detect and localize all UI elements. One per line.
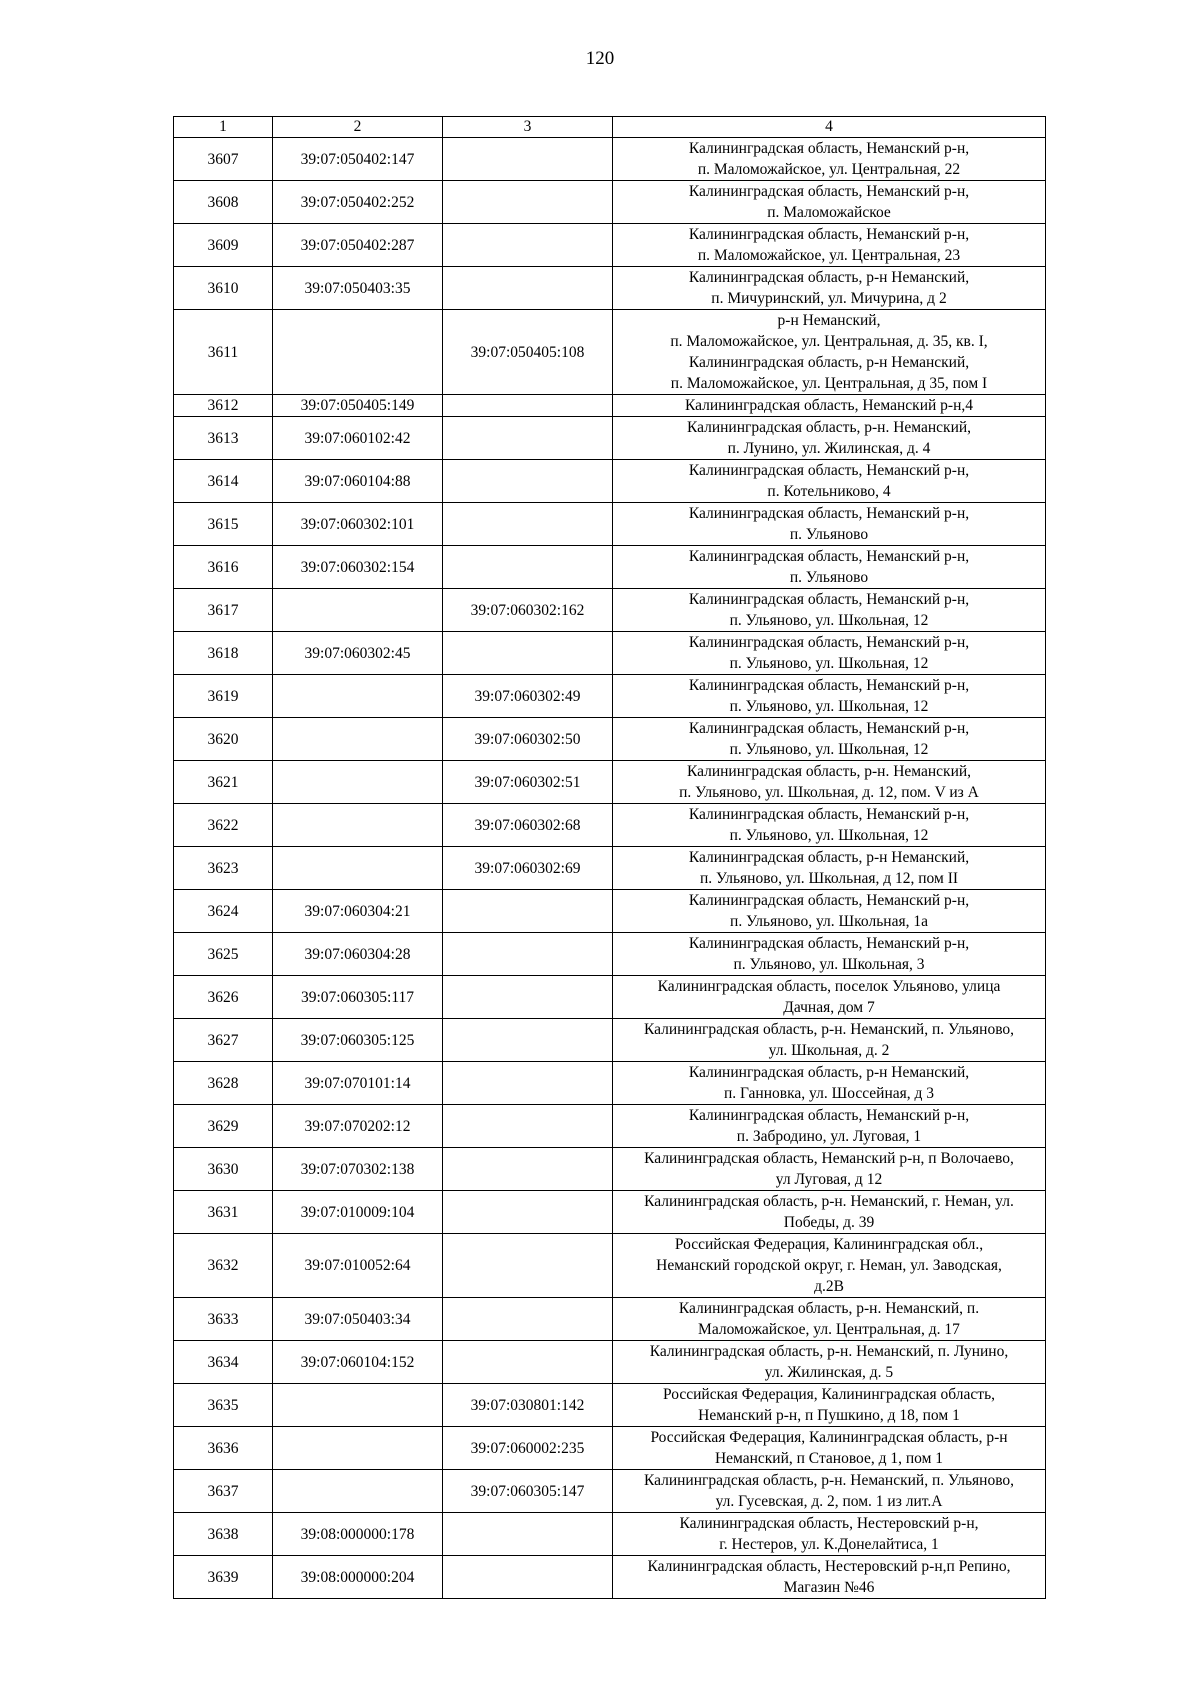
address-cell: Калининградская область, р-н. Неманский, п. Лунино, ул. Жилинская, д. 4: [613, 417, 1046, 460]
cadastral-number-cell: 39:07:050403:35: [273, 267, 443, 310]
building-number-cell: 39:07:060302:51: [443, 761, 613, 804]
column-header-2: 2: [273, 117, 443, 138]
address-cell: Калининградская область, Неманский р-н, п. Ульяново, ул. Школьная, 12: [613, 589, 1046, 632]
table-row: [174, 1019, 1046, 1062]
table-row: [174, 417, 1046, 460]
column-header-1: 1: [174, 117, 273, 138]
address-cell: Калининградская область, Неманский р-н, п. Маломожайское, ул. Центральная, 23: [613, 224, 1046, 267]
building-number-cell: [443, 267, 613, 310]
address-cell: р-н Неманский, п. Маломожайское, ул. Центральная, д. 35, кв. I, Калининградская область, р-н Неманский, п. Маломожайское, ул. Центральная, д 35, пом I: [613, 310, 1046, 395]
table-row: [174, 546, 1046, 589]
building-number-cell: [443, 1234, 613, 1298]
table-row: [174, 847, 1046, 890]
row-number-cell: 3617: [174, 589, 273, 632]
address-cell: Калининградская область, Неманский р-н, п. Ульяново, ул. Школьная, 12: [613, 675, 1046, 718]
address-cell: Калининградская область, Неманский р-н, п. Ульяново, ул. Школьная, 3: [613, 933, 1046, 976]
cadastral-number-cell: 39:07:060305:125: [273, 1019, 443, 1062]
cadastral-number-cell: 39:08:000000:178: [273, 1513, 443, 1556]
row-number-cell: 3635: [174, 1384, 273, 1427]
address-cell: Российская Федерация, Калининградская обл., Неманский городской округ, г. Неман, ул. Заводская, д.2В: [613, 1234, 1046, 1298]
table-row: [174, 675, 1046, 718]
cadastral-number-cell: [273, 1427, 443, 1470]
building-number-cell: [443, 1513, 613, 1556]
row-number-cell: 3620: [174, 718, 273, 761]
building-number-cell: [443, 417, 613, 460]
row-number-cell: 3622: [174, 804, 273, 847]
address-cell: Калининградская область, Нестеровский р-н, г. Нестеров, ул. К.Донелайтиса, 1: [613, 1513, 1046, 1556]
cadastral-number-cell: 39:07:060302:154: [273, 546, 443, 589]
building-number-cell: [443, 1019, 613, 1062]
row-number-cell: 3612: [174, 395, 273, 417]
address-cell: Калининградская область, р-н. Неманский, п. Ульяново, ул. Гусевская, д. 2, пом. 1 из лит.А: [613, 1470, 1046, 1513]
row-number-cell: 3614: [174, 460, 273, 503]
address-cell: Калининградская область, р-н. Неманский, п. Ульяново, ул. Школьная, д. 12, пом. V из А: [613, 761, 1046, 804]
table-row: [174, 1384, 1046, 1427]
row-number-cell: 3609: [174, 224, 273, 267]
building-number-cell: 39:07:050405:108: [443, 310, 613, 395]
building-number-cell: [443, 1556, 613, 1599]
cadastral-number-cell: 39:07:060302:101: [273, 503, 443, 546]
building-number-cell: [443, 1062, 613, 1105]
cadastral-number-cell: [273, 589, 443, 632]
row-number-cell: 3627: [174, 1019, 273, 1062]
building-number-cell: [443, 890, 613, 933]
table-row: [174, 267, 1046, 310]
row-number-cell: 3632: [174, 1234, 273, 1298]
table-row: [174, 224, 1046, 267]
address-cell: Калининградская область, Неманский р-н, п Волочаево, ул Луговая, д 12: [613, 1148, 1046, 1191]
row-number-cell: 3608: [174, 181, 273, 224]
cadastral-number-cell: [273, 310, 443, 395]
table-row: [174, 718, 1046, 761]
table-row: [174, 1191, 1046, 1234]
cadastral-number-cell: 39:07:050402:287: [273, 224, 443, 267]
cadastral-number-cell: [273, 1384, 443, 1427]
table-header-row: [174, 117, 1046, 138]
address-cell: Калининградская область, Неманский р-н, п. Маломожайское: [613, 181, 1046, 224]
address-cell: Калининградская область, Неманский р-н, п. Ульяново, ул. Школьная, 12: [613, 804, 1046, 847]
cadastral-number-cell: 39:07:060104:152: [273, 1341, 443, 1384]
address-cell: Калининградская область, Неманский р-н, п. Ульяново: [613, 546, 1046, 589]
building-number-cell: [443, 933, 613, 976]
building-number-cell: [443, 138, 613, 181]
address-cell: Российская Федерация, Калининградская область, Неманский р-н, п Пушкино, д 18, пом 1: [613, 1384, 1046, 1427]
cadastral-number-cell: 39:07:060304:21: [273, 890, 443, 933]
address-cell: Калининградская область, Нестеровский р-н,п Репино, Магазин №46: [613, 1556, 1046, 1599]
address-cell: Калининградская область, Неманский р-н, п. Котельниково, 4: [613, 460, 1046, 503]
cadastral-number-cell: 39:07:060102:42: [273, 417, 443, 460]
table-row: [174, 395, 1046, 417]
building-number-cell: [443, 181, 613, 224]
table-row: [174, 1298, 1046, 1341]
table-row: [174, 503, 1046, 546]
building-number-cell: [443, 1191, 613, 1234]
table-row: [174, 1234, 1046, 1298]
row-number-cell: 3624: [174, 890, 273, 933]
building-number-cell: 39:07:060002:235: [443, 1427, 613, 1470]
cadastral-number-cell: 39:07:050405:149: [273, 395, 443, 417]
building-number-cell: [443, 460, 613, 503]
address-cell: Калининградская область, Неманский р-н, п. Ульяново, ул. Школьная, 1а: [613, 890, 1046, 933]
cadastral-number-cell: 39:07:070101:14: [273, 1062, 443, 1105]
row-number-cell: 3637: [174, 1470, 273, 1513]
row-number-cell: 3636: [174, 1427, 273, 1470]
table-row: [174, 1062, 1046, 1105]
table-row: [174, 1556, 1046, 1599]
building-number-cell: [443, 395, 613, 417]
building-number-cell: 39:07:060302:69: [443, 847, 613, 890]
cadastral-number-cell: 39:07:050402:147: [273, 138, 443, 181]
row-number-cell: 3607: [174, 138, 273, 181]
building-number-cell: [443, 976, 613, 1019]
row-number-cell: 3619: [174, 675, 273, 718]
table-row: [174, 1470, 1046, 1513]
address-cell: Калининградская область, р-н. Неманский, п. Лунино, ул. Жилинская, д. 5: [613, 1341, 1046, 1384]
cadastral-number-cell: 39:07:060304:28: [273, 933, 443, 976]
cadastral-number-cell: [273, 847, 443, 890]
row-number-cell: 3610: [174, 267, 273, 310]
table-row: [174, 1513, 1046, 1556]
row-number-cell: 3631: [174, 1191, 273, 1234]
page-number: 120: [585, 48, 615, 69]
cadastral-number-cell: [273, 761, 443, 804]
building-number-cell: 39:07:060302:49: [443, 675, 613, 718]
table-row: [174, 1427, 1046, 1470]
building-number-cell: 39:07:060302:162: [443, 589, 613, 632]
row-number-cell: 3615: [174, 503, 273, 546]
cadastral-number-cell: 39:08:000000:204: [273, 1556, 443, 1599]
building-number-cell: 39:07:060305:147: [443, 1470, 613, 1513]
table-row: [174, 1341, 1046, 1384]
row-number-cell: 3623: [174, 847, 273, 890]
building-number-cell: [443, 1298, 613, 1341]
table-row: [174, 804, 1046, 847]
address-cell: Калининградская область, р-н Неманский, п. Ганновка, ул. Шоссейная, д 3: [613, 1062, 1046, 1105]
table-row: [174, 460, 1046, 503]
address-cell: Калининградская область, р-н Неманский, п. Мичуринский, ул. Мичурина, д 2: [613, 267, 1046, 310]
address-cell: Калининградская область, Неманский р-н, п. Забродино, ул. Луговая, 1: [613, 1105, 1046, 1148]
cadastral-number-cell: 39:07:050402:252: [273, 181, 443, 224]
table-row: [174, 976, 1046, 1019]
row-number-cell: 3630: [174, 1148, 273, 1191]
cadastral-number-cell: 39:07:060305:117: [273, 976, 443, 1019]
address-cell: Калининградская область, Неманский р-н, п. Ульяново, ул. Школьная, 12: [613, 718, 1046, 761]
table-row: [174, 890, 1046, 933]
row-number-cell: 3613: [174, 417, 273, 460]
address-cell: Калининградская область, р-н. Неманский, г. Неман, ул. Победы, д. 39: [613, 1191, 1046, 1234]
row-number-cell: 3625: [174, 933, 273, 976]
building-number-cell: [443, 1105, 613, 1148]
table-row: [174, 589, 1046, 632]
table-row: [174, 138, 1046, 181]
row-number-cell: 3629: [174, 1105, 273, 1148]
row-number-cell: 3621: [174, 761, 273, 804]
address-cell: Калининградская область, р-н. Неманский, п. Ульяново, ул. Школьная, д. 2: [613, 1019, 1046, 1062]
cadastral-number-cell: [273, 1470, 443, 1513]
table-row: [174, 1105, 1046, 1148]
address-cell: Калининградская область, р-н. Неманский, п. Маломожайское, ул. Центральная, д. 17: [613, 1298, 1046, 1341]
building-number-cell: [443, 503, 613, 546]
cadastral-number-cell: 39:07:010052:64: [273, 1234, 443, 1298]
address-cell: Калининградская область, Неманский р-н,4: [613, 395, 1046, 417]
address-cell: Калининградская область, р-н Неманский, п. Ульяново, ул. Школьная, д 12, пом II: [613, 847, 1046, 890]
table-row: [174, 761, 1046, 804]
cadastral-number-cell: [273, 718, 443, 761]
building-number-cell: [443, 1148, 613, 1191]
registry-table: [173, 116, 1046, 1599]
cadastral-number-cell: 39:07:070302:138: [273, 1148, 443, 1191]
column-header-4: 4: [613, 117, 1046, 138]
address-cell: Калининградская область, поселок Ульяново, улица Дачная, дом 7: [613, 976, 1046, 1019]
address-cell: Калининградская область, Неманский р-н, п. Маломожайское, ул. Центральная, 22: [613, 138, 1046, 181]
row-number-cell: 3638: [174, 1513, 273, 1556]
row-number-cell: 3616: [174, 546, 273, 589]
building-number-cell: [443, 632, 613, 675]
table-row: [174, 933, 1046, 976]
address-cell: Российская Федерация, Калининградская область, р-н Неманский, п Становое, д 1, пом 1: [613, 1427, 1046, 1470]
building-number-cell: 39:07:060302:68: [443, 804, 613, 847]
cadastral-number-cell: 39:07:060302:45: [273, 632, 443, 675]
row-number-cell: 3618: [174, 632, 273, 675]
table-row: [174, 181, 1046, 224]
address-cell: Калининградская область, Неманский р-н, п. Ульяново, ул. Школьная, 12: [613, 632, 1046, 675]
address-cell: Калининградская область, Неманский р-н, п. Ульяново: [613, 503, 1046, 546]
cadastral-number-cell: 39:07:060104:88: [273, 460, 443, 503]
column-header-3: 3: [443, 117, 613, 138]
building-number-cell: 39:07:030801:142: [443, 1384, 613, 1427]
table-row: [174, 632, 1046, 675]
building-number-cell: 39:07:060302:50: [443, 718, 613, 761]
row-number-cell: 3626: [174, 976, 273, 1019]
table-row: [174, 310, 1046, 395]
cadastral-number-cell: 39:07:010009:104: [273, 1191, 443, 1234]
table-row: [174, 1148, 1046, 1191]
row-number-cell: 3633: [174, 1298, 273, 1341]
cadastral-number-cell: 39:07:070202:12: [273, 1105, 443, 1148]
row-number-cell: 3634: [174, 1341, 273, 1384]
building-number-cell: [443, 224, 613, 267]
row-number-cell: 3639: [174, 1556, 273, 1599]
cadastral-number-cell: [273, 675, 443, 718]
row-number-cell: 3611: [174, 310, 273, 395]
building-number-cell: [443, 546, 613, 589]
row-number-cell: 3628: [174, 1062, 273, 1105]
building-number-cell: [443, 1341, 613, 1384]
cadastral-number-cell: [273, 804, 443, 847]
cadastral-number-cell: 39:07:050403:34: [273, 1298, 443, 1341]
